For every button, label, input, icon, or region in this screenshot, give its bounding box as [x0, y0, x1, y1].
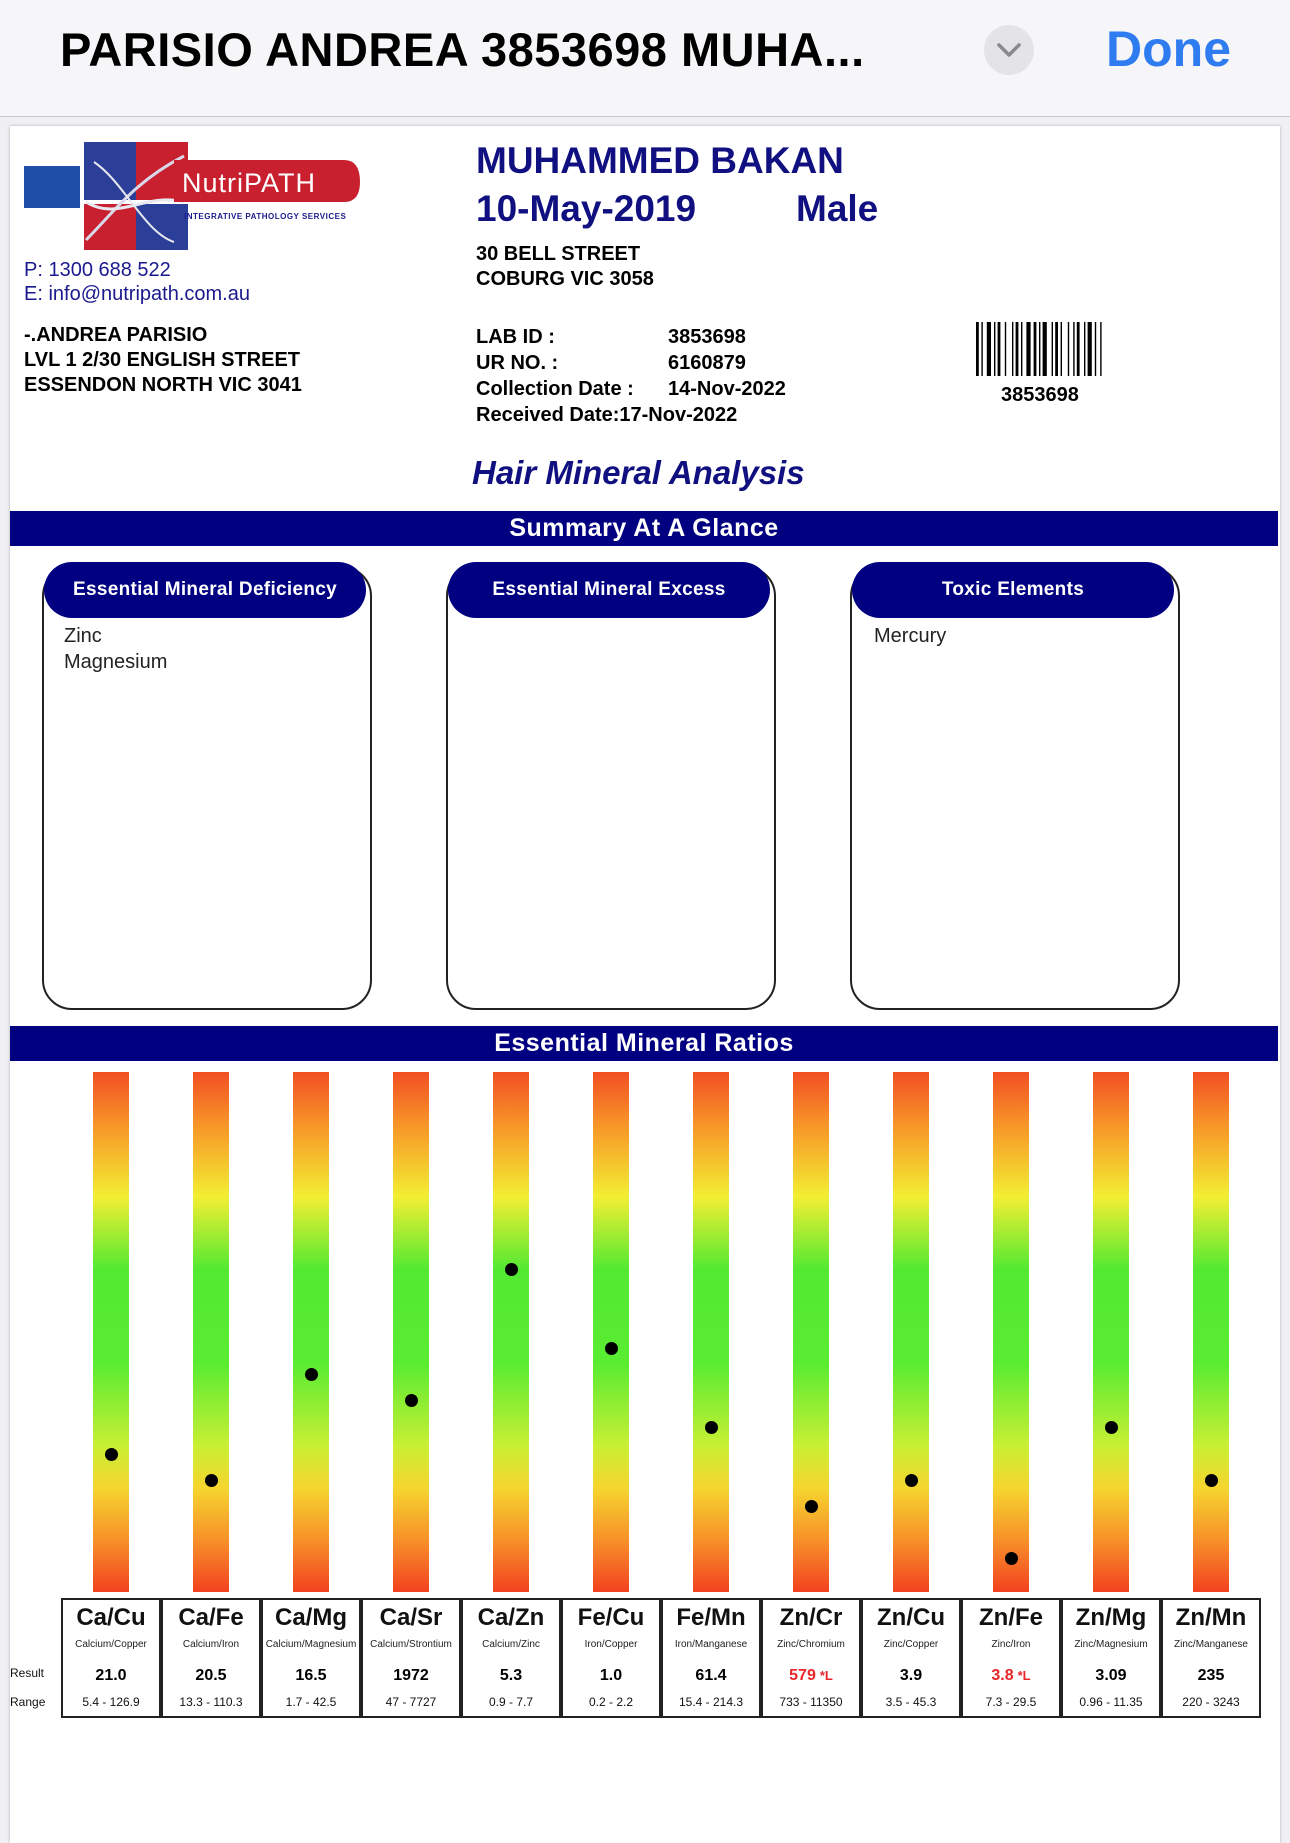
ratio-name: Zinc/Chromium [777, 1639, 845, 1650]
ratio-marker [905, 1474, 918, 1487]
ratio-cell [661, 1598, 761, 1718]
ratio-result [363, 1667, 459, 1685]
ratio-name: Zinc/Copper [883, 1639, 939, 1650]
ratio-name: Iron/Manganese [674, 1639, 748, 1650]
ratio-range: 5.4 - 126.9 [82, 1695, 140, 1709]
ratio-gradient-bar [193, 1072, 229, 1592]
doctor-address-line2: ESSENDON NORTH VIC 3041 [24, 374, 302, 396]
ratio-name: Calcium/Magnesium [265, 1639, 357, 1650]
ratio-result [463, 1667, 559, 1685]
patient-name: MUHAMMED BAKAN [476, 140, 844, 181]
summary-heading: Summary At A Glance [10, 511, 1278, 546]
lab-phone: P: 1300 688 522 [24, 259, 171, 281]
ratio-name: Zinc/Magnesium [1074, 1639, 1148, 1650]
patient-dob: 10-May-2019 [476, 188, 697, 229]
ratio-result-value: 579 [789, 1667, 816, 1684]
lab-id-label: LAB ID : [476, 326, 555, 348]
report-title: Hair Mineral Analysis [472, 454, 805, 491]
ratio-code: Ca/Mg [275, 1604, 347, 1631]
ratio-result [263, 1667, 359, 1685]
ratio-gradient-bar [993, 1072, 1029, 1592]
chevron-down-icon [996, 42, 1022, 58]
ratio-gradient-bar [693, 1072, 729, 1592]
top-bar [0, 0, 1290, 117]
ratio-result [763, 1667, 859, 1685]
ratio-range: 13.3 - 110.3 [179, 1695, 243, 1709]
ratio-range: 3.5 - 45.3 [885, 1695, 937, 1709]
title-dropdown-button[interactable] [984, 25, 1034, 75]
ratio-range: 0.9 - 7.7 [488, 1695, 534, 1709]
ratio-marker [505, 1263, 518, 1276]
ratio-gradient-bar [1193, 1072, 1229, 1592]
ratio-cell [161, 1598, 261, 1718]
ratio-result [63, 1667, 159, 1685]
ratio-name: Calcium/Copper [75, 1639, 147, 1650]
collection-date-value: 14-Nov-2022 [668, 378, 786, 400]
document-title: PARISIO ANDREA 3853698 MUHA... [60, 23, 865, 76]
ratio-result [1163, 1667, 1259, 1685]
ratio-range: 0.2 - 2.2 [588, 1695, 634, 1709]
doctor-address-line1: LVL 1 2/30 ENGLISH STREET [24, 349, 300, 371]
ratio-result-value: 1.0 [599, 1667, 623, 1684]
ratio-code: Ca/Cu [76, 1604, 146, 1631]
ratio-low-flag: *L [1017, 1668, 1031, 1683]
ratio-range: 47 - 7727 [385, 1695, 437, 1709]
ratio-result-value: 21.0 [95, 1667, 127, 1684]
barcode-number: 3853698 [1001, 384, 1079, 406]
ratio-code: Zn/Fe [979, 1604, 1043, 1631]
deficiency-item: Zinc [64, 625, 102, 647]
ratio-range: 0.96 - 11.35 [1079, 1695, 1143, 1709]
ratios-heading: Essential Mineral Ratios [10, 1026, 1278, 1061]
ratio-result-value: 5.3 [499, 1667, 523, 1684]
ratio-cell [461, 1598, 561, 1718]
ratio-result [963, 1667, 1059, 1685]
ur-value: 6160879 [668, 352, 746, 374]
ratio-range: 7.3 - 29.5 [985, 1695, 1037, 1709]
ratio-marker [1005, 1552, 1018, 1565]
ratio-code: Zn/Mn [1175, 1604, 1247, 1631]
deficiency-box-title: Essential Mineral Deficiency [44, 562, 366, 618]
ratio-range: 1.7 - 42.5 [285, 1695, 337, 1709]
ratio-marker [705, 1421, 718, 1434]
ratio-result-value: 3.8 [991, 1667, 1014, 1684]
patient-sex: Male [796, 188, 879, 229]
ratio-marker [1205, 1474, 1218, 1487]
ratio-result [663, 1667, 759, 1685]
ratio-name: Calcium/Iron [182, 1639, 240, 1650]
excess-box-title: Essential Mineral Excess [448, 562, 770, 618]
ratio-marker [405, 1394, 418, 1407]
ratio-gradient-bar [393, 1072, 429, 1592]
ratio-cell [1161, 1598, 1261, 1718]
ratio-cell [761, 1598, 861, 1718]
ratio-code: Ca/Zn [477, 1604, 545, 1631]
deficiency-item: Magnesium [64, 651, 168, 673]
nutripath-logo [24, 142, 414, 252]
ratio-cell [61, 1598, 161, 1718]
ratio-marker [105, 1448, 118, 1461]
ratio-gradient-bar [493, 1072, 529, 1592]
ratio-code: Fe/Mn [676, 1604, 746, 1631]
ratio-cell [961, 1598, 1061, 1718]
toxic-item: Mercury [874, 625, 947, 647]
patient-address-line1: 30 BELL STREET [476, 243, 641, 265]
ratio-result [163, 1667, 259, 1685]
ratio-name: Zinc/Manganese [1174, 1639, 1248, 1650]
doctor-name: -.ANDREA PARISIO [24, 324, 208, 346]
ratio-gradient-bar [1093, 1072, 1129, 1592]
ratio-marker [1105, 1421, 1118, 1434]
result-row-label: Result [10, 1666, 45, 1680]
barcode [976, 322, 1142, 381]
ratio-range: 220 - 3243 [1182, 1695, 1240, 1709]
ratio-marker [205, 1474, 218, 1487]
ratio-name: Calcium/Zinc [482, 1639, 540, 1650]
ratio-result-value: 20.5 [195, 1667, 227, 1684]
lab-id-value: 3853698 [668, 326, 746, 348]
ratio-code: Zn/Mg [1075, 1604, 1147, 1631]
ratio-low-flag: *L [819, 1668, 833, 1683]
ratio-marker [805, 1500, 818, 1513]
logo-wordmark: NutriPATH [182, 168, 317, 198]
ratio-result-value: 16.5 [295, 1667, 327, 1684]
ur-label: UR NO. : [476, 352, 559, 374]
ratio-code: Ca/Sr [379, 1604, 443, 1631]
done-button[interactable]: Done [1106, 21, 1231, 77]
ratio-result [1063, 1667, 1159, 1685]
ratio-code: Zn/Cr [779, 1604, 843, 1631]
excess-box [446, 566, 776, 1010]
ratio-gradient-bar [893, 1072, 929, 1592]
ratio-range: 733 - 11350 [779, 1695, 843, 1709]
ratio-result-value: 235 [1197, 1667, 1225, 1684]
ratio-marker [305, 1368, 318, 1381]
ratio-cell [861, 1598, 961, 1718]
ratio-gradient-bar [93, 1072, 129, 1592]
collection-date-label: Collection Date : [476, 378, 634, 400]
ratio-name: Iron/Copper [584, 1639, 638, 1650]
ratio-result [563, 1667, 659, 1685]
ratio-code: Fe/Cu [577, 1604, 645, 1631]
ratio-result-value: 3.9 [899, 1667, 923, 1684]
ratio-marker [605, 1342, 618, 1355]
range-row-label: Range [10, 1695, 46, 1709]
ratio-cell [261, 1598, 361, 1718]
lab-email: E: info@nutripath.com.au [24, 283, 250, 305]
ratio-result-value: 1972 [393, 1667, 429, 1684]
ratio-name: Calcium/Strontium [370, 1639, 452, 1650]
ratio-cell [361, 1598, 461, 1718]
ratio-cell [1061, 1598, 1161, 1718]
ratio-gradient-bar [293, 1072, 329, 1592]
ratio-gradient-bar [593, 1072, 629, 1592]
ratio-result-value: 3.09 [1095, 1667, 1127, 1684]
toxic-box-title: Toxic Elements [852, 562, 1174, 618]
ratio-name: Zinc/Iron [991, 1639, 1031, 1650]
ratio-result [863, 1667, 959, 1685]
ratio-range: 15.4 - 214.3 [678, 1695, 744, 1709]
ratio-gradient-bar [793, 1072, 829, 1592]
logo-tagline: INTEGRATIVE PATHOLOGY SERVICES [184, 212, 347, 221]
ratio-code: Ca/Fe [178, 1604, 244, 1631]
ratio-code: Zn/Cu [877, 1604, 945, 1631]
ratio-cell [561, 1598, 661, 1718]
ratio-result-value: 61.4 [695, 1667, 727, 1684]
patient-address-line2: COBURG VIC 3058 [476, 268, 654, 290]
report-page [10, 126, 1280, 1843]
received-date: Received Date:17-Nov-2022 [476, 404, 738, 426]
